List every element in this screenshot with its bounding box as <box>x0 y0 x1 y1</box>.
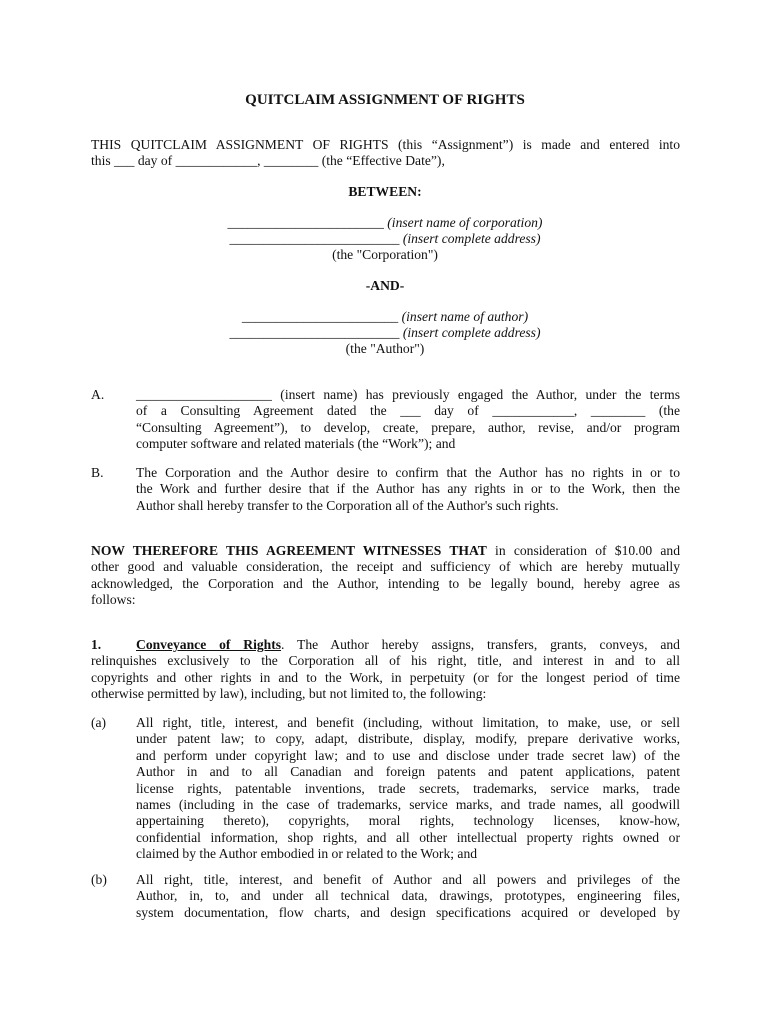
author-name-line <box>0 309 770 325</box>
and-heading: -AND- <box>365 278 405 293</box>
recital-line: ____________________ (insert name) has previously engaged the Author, under the terms <box>136 387 680 402</box>
author-label: (the "Author") <box>345 341 425 356</box>
corporation-name-line <box>0 215 770 231</box>
corporation-name-hint: (insert name of corporation) <box>387 215 543 230</box>
section-1-line: relinquishes exclusively to the Corporation all of his right, title, and interest in and to all <box>91 653 680 669</box>
section-1-number: 1. <box>91 637 102 652</box>
witnesses-line: acknowledged, the Corporation and the Author, intending to be legally bound, hereby agree as <box>91 575 680 591</box>
section-1-paragraph <box>91 637 680 703</box>
author-address-hint: (insert complete address) <box>402 325 541 340</box>
recital-line: computer software and related materials (the “Work”); and <box>136 436 456 452</box>
author-name-hint: (insert name of author) <box>401 309 529 324</box>
section-1-heading: Conveyance of Rights <box>136 637 282 652</box>
subitem-label: (a) <box>91 715 107 730</box>
recital-line: the Work and further desire that if the Author has any rights in or to the Work, then the <box>136 481 680 497</box>
recital-line: The Corporation and the Author desire to confirm that the Author has no rights in or to <box>136 465 680 480</box>
section-1-line <box>91 637 680 653</box>
intro-line: this ___ day of ____________, ________ (the “Effective Date”), <box>91 153 445 169</box>
author-name-blank: _______________________ <box>241 309 399 324</box>
witnesses-paragraph <box>91 543 680 609</box>
subitem-line: confidential information, shop rights, and all other intellectual property rights owned or <box>136 829 680 845</box>
corporation-address-hint: (insert complete address) <box>402 231 541 246</box>
recital-line: of a Consulting Agreement dated the ___ day of ____________, ________ (the <box>136 403 680 419</box>
subitem-line: Author in and to all Canadian and foreign patents and patent applications, patent <box>136 764 680 780</box>
section-1-line: copyrights and other rights in and to the Work, in perpetuity (or for the longest period of time <box>91 669 680 685</box>
between-heading: BETWEEN: <box>348 184 422 199</box>
recital-line: Author shall hereby transfer to the Corporation all of the Author's such rights. <box>136 497 559 513</box>
witnesses-lead: NOW THEREFORE THIS AGREEMENT WITNESSES THAT <box>91 543 487 558</box>
subitem-line: license rights, patentable inventions, trade secrets, trademarks, service marks, trade <box>136 780 680 796</box>
witnesses-line: follows: <box>91 592 136 608</box>
corporation-name-blank: _______________________ <box>227 215 384 230</box>
witnesses-line-rest: in consideration of $10.00 and <box>486 543 680 558</box>
recital-b <box>136 465 680 514</box>
witnesses-line: other good and valuable consideration, the receipt and sufficiency of which are hereby mutually <box>91 559 680 575</box>
witnesses-line <box>91 543 680 559</box>
recital-label: B. <box>91 465 104 480</box>
author-address-line <box>0 325 770 341</box>
section-1-line: otherwise permitted by law), including, but not limited to, the following: <box>91 686 487 702</box>
subitem-line: Author, in, to, and under all technical data, drawings, prototypes, engineering files, <box>136 888 680 904</box>
subitem-line: appertaining thereto), copyrights, moral rights, technology licenses, know-how, <box>136 813 680 829</box>
recital-a <box>136 387 680 453</box>
document-title: QUITCLAIM ASSIGNMENT OF RIGHTS <box>245 92 525 108</box>
section-1-line-rest: . The Author hereby assigns, transfers, grants, conveys, and <box>281 637 680 652</box>
subitem-line: under patent law; to copy, adapt, distribute, display, modify, prepare derivative works, <box>136 731 680 747</box>
recital-line: “Consulting Agreement”), to develop, create, prepare, author, revise, and/or program <box>136 419 680 435</box>
subitem-line: All right, title, interest, and benefit (including, without limitation, to make, use, or sell <box>136 715 680 730</box>
corporation-address-line <box>0 231 770 247</box>
subitem-line: names (including in the case of trademarks, service marks, and trade names, all goodwill <box>136 797 680 813</box>
corporation-address-blank: _________________________ <box>229 231 400 246</box>
recital-label: A. <box>91 387 105 402</box>
subitem-line: claimed by the Author embodied in or related to the Work; and <box>136 846 478 862</box>
subitem-line: and perform under copyright law; and to use and disclose under trade secret law) of the <box>136 747 680 763</box>
subitem-label: (b) <box>91 872 107 887</box>
subitem-line: All right, title, interest, and benefit of Author and all powers and privileges of the <box>136 872 680 887</box>
subitem-b <box>136 872 680 921</box>
intro-paragraph <box>91 137 680 170</box>
subitem-line: system documentation, flow charts, and design specifications acquired or developed by <box>136 904 680 920</box>
intro-line: THIS QUITCLAIM ASSIGNMENT OF RIGHTS (this “Assignment”) is made and entered into <box>91 137 680 152</box>
subitem-a <box>136 715 680 863</box>
author-address-blank: _________________________ <box>229 325 400 340</box>
corporation-label: (the "Corporation") <box>332 247 438 262</box>
